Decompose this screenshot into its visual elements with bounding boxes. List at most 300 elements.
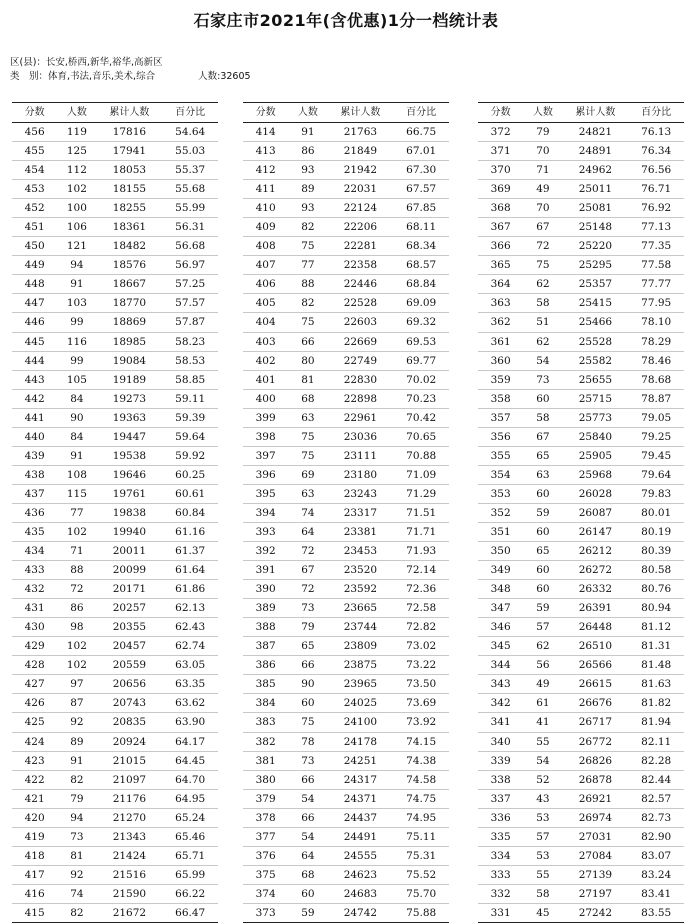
table-row xyxy=(12,580,218,599)
table-row xyxy=(478,408,684,427)
cumulative-cell: 24623 xyxy=(327,865,393,884)
percent-cell: 57.57 xyxy=(162,294,218,313)
score-cell: 370 xyxy=(478,161,523,180)
table-row xyxy=(478,503,684,522)
table-row xyxy=(12,275,218,294)
table-row xyxy=(478,770,684,789)
table-row xyxy=(243,389,449,408)
cumulative-cell: 22358 xyxy=(327,256,393,275)
percent-cell: 82.11 xyxy=(628,732,684,751)
percent-cell: 58.85 xyxy=(162,370,218,389)
table-row xyxy=(478,294,684,313)
table-row xyxy=(12,599,218,618)
cumulative-cell: 20355 xyxy=(96,618,162,637)
score-cell: 406 xyxy=(243,275,288,294)
district-line: 区(县)：长安,桥西,新华,裕华,高新区 xyxy=(10,57,163,68)
percent-cell: 61.64 xyxy=(162,561,218,580)
percent-cell: 71.51 xyxy=(393,503,449,522)
percent-cell: 72.14 xyxy=(393,561,449,580)
count-cell: 53 xyxy=(523,846,562,865)
count-cell: 60 xyxy=(523,522,562,541)
score-cell: 399 xyxy=(243,408,288,427)
percent-cell: 55.03 xyxy=(162,142,218,161)
cumulative-cell: 18361 xyxy=(96,218,162,237)
percent-cell: 64.95 xyxy=(162,789,218,808)
percent-cell: 55.99 xyxy=(162,199,218,218)
table-row xyxy=(478,237,684,256)
percent-cell: 79.83 xyxy=(628,484,684,503)
cumulative-cell: 26717 xyxy=(562,713,628,732)
count-cell: 64 xyxy=(288,522,327,541)
category-row xyxy=(10,68,251,82)
count-cell: 60 xyxy=(523,484,562,503)
header-score: 分数 xyxy=(12,103,57,123)
count-cell: 56 xyxy=(523,656,562,675)
count-cell: 54 xyxy=(288,789,327,808)
count-cell: 60 xyxy=(523,580,562,599)
cumulative-cell: 19940 xyxy=(96,522,162,541)
cumulative-cell: 21763 xyxy=(327,123,393,142)
count-cell: 116 xyxy=(57,332,96,351)
cumulative-cell: 22961 xyxy=(327,408,393,427)
table-row xyxy=(12,218,218,237)
count-cell: 121 xyxy=(57,237,96,256)
percent-cell: 83.41 xyxy=(628,884,684,903)
cumulative-cell: 24317 xyxy=(327,770,393,789)
percent-cell: 81.48 xyxy=(628,656,684,675)
table-row xyxy=(478,370,684,389)
percent-cell: 70.23 xyxy=(393,389,449,408)
count-cell: 103 xyxy=(57,294,96,313)
count-cell: 75 xyxy=(288,713,327,732)
score-cell: 398 xyxy=(243,427,288,446)
percent-cell: 58.23 xyxy=(162,332,218,351)
score-cell: 419 xyxy=(12,827,57,846)
count-cell: 59 xyxy=(288,903,327,922)
count-cell: 91 xyxy=(57,751,96,770)
score-cell: 455 xyxy=(12,142,57,161)
cumulative-cell: 20099 xyxy=(96,561,162,580)
cumulative-cell: 26332 xyxy=(562,580,628,599)
count-cell: 74 xyxy=(57,884,96,903)
score-table xyxy=(12,102,218,923)
cumulative-cell: 24100 xyxy=(327,713,393,732)
cumulative-cell: 26147 xyxy=(562,522,628,541)
score-cell: 404 xyxy=(243,313,288,332)
percent-cell: 67.30 xyxy=(393,161,449,180)
cumulative-cell: 18869 xyxy=(96,313,162,332)
cumulative-cell: 24821 xyxy=(562,123,628,142)
table-row xyxy=(243,161,449,180)
cumulative-cell: 25528 xyxy=(562,332,628,351)
table-row xyxy=(243,656,449,675)
count-cell: 43 xyxy=(523,789,562,808)
count-cell: 75 xyxy=(523,256,562,275)
percent-cell: 56.68 xyxy=(162,237,218,256)
percent-cell: 60.61 xyxy=(162,484,218,503)
table-row xyxy=(12,542,218,561)
percent-cell: 73.92 xyxy=(393,713,449,732)
cumulative-cell: 17941 xyxy=(96,142,162,161)
percent-cell: 72.36 xyxy=(393,580,449,599)
table-row xyxy=(478,637,684,656)
cumulative-cell: 21516 xyxy=(96,865,162,884)
score-cell: 443 xyxy=(12,370,57,389)
percent-cell: 61.16 xyxy=(162,522,218,541)
table-row xyxy=(12,503,218,522)
percent-cell: 73.02 xyxy=(393,637,449,656)
percent-cell: 63.62 xyxy=(162,694,218,713)
cumulative-cell: 26615 xyxy=(562,675,628,694)
cumulative-cell: 19273 xyxy=(96,389,162,408)
score-cell: 338 xyxy=(478,770,523,789)
cumulative-cell: 26974 xyxy=(562,808,628,827)
score-cell: 394 xyxy=(243,503,288,522)
score-cell: 424 xyxy=(12,732,57,751)
percent-cell: 76.13 xyxy=(628,123,684,142)
cumulative-cell: 17816 xyxy=(96,123,162,142)
score-cell: 444 xyxy=(12,351,57,370)
table-row xyxy=(243,275,449,294)
score-cell: 397 xyxy=(243,446,288,465)
percent-cell: 64.17 xyxy=(162,732,218,751)
count-cell: 91 xyxy=(288,123,327,142)
cumulative-cell: 25220 xyxy=(562,237,628,256)
percent-cell: 73.50 xyxy=(393,675,449,694)
table-row xyxy=(243,427,449,446)
count-cell: 62 xyxy=(523,637,562,656)
table-row xyxy=(243,808,449,827)
table-row xyxy=(243,123,449,142)
score-cell: 448 xyxy=(12,275,57,294)
count-cell: 99 xyxy=(57,313,96,332)
percent-cell: 70.65 xyxy=(393,427,449,446)
percent-cell: 56.97 xyxy=(162,256,218,275)
percent-cell: 71.93 xyxy=(393,542,449,561)
count-cell: 65 xyxy=(523,446,562,465)
table-row xyxy=(12,522,218,541)
count-cell: 66 xyxy=(288,656,327,675)
table-row xyxy=(12,332,218,351)
count-cell: 91 xyxy=(57,275,96,294)
cumulative-cell: 25715 xyxy=(562,389,628,408)
cumulative-cell: 18255 xyxy=(96,199,162,218)
count-cell: 102 xyxy=(57,180,96,199)
percent-cell: 57.25 xyxy=(162,275,218,294)
table-row xyxy=(478,313,684,332)
percent-cell: 72.82 xyxy=(393,618,449,637)
count-cell: 61 xyxy=(523,694,562,713)
percent-cell: 80.01 xyxy=(628,503,684,522)
percent-cell: 68.84 xyxy=(393,275,449,294)
table-row xyxy=(12,770,218,789)
score-cell: 357 xyxy=(478,408,523,427)
score-cell: 367 xyxy=(478,218,523,237)
table-row xyxy=(478,542,684,561)
count-cell: 72 xyxy=(57,580,96,599)
cumulative-cell: 22898 xyxy=(327,389,393,408)
percent-cell: 68.11 xyxy=(393,218,449,237)
score-cell: 445 xyxy=(12,332,57,351)
percent-cell: 82.44 xyxy=(628,770,684,789)
cumulative-cell: 27139 xyxy=(562,865,628,884)
cumulative-cell: 20656 xyxy=(96,675,162,694)
cumulative-cell: 26510 xyxy=(562,637,628,656)
score-cell: 369 xyxy=(478,180,523,199)
percent-cell: 60.84 xyxy=(162,503,218,522)
count-cell: 57 xyxy=(523,827,562,846)
count-cell: 92 xyxy=(57,865,96,884)
percent-cell: 59.64 xyxy=(162,427,218,446)
table-row xyxy=(478,446,684,465)
percent-cell: 74.58 xyxy=(393,770,449,789)
count-cell: 62 xyxy=(523,332,562,351)
table-row xyxy=(12,789,218,808)
table-row xyxy=(478,732,684,751)
count-cell: 71 xyxy=(57,542,96,561)
count-cell: 71 xyxy=(523,161,562,180)
table-row xyxy=(243,313,449,332)
table-row xyxy=(12,637,218,656)
percent-cell: 65.46 xyxy=(162,827,218,846)
score-cell: 415 xyxy=(12,903,57,922)
table-row xyxy=(243,522,449,541)
table-row xyxy=(243,180,449,199)
count-cell: 68 xyxy=(288,389,327,408)
count-cell: 55 xyxy=(523,732,562,751)
count-cell: 102 xyxy=(57,637,96,656)
percent-cell: 61.37 xyxy=(162,542,218,561)
cumulative-cell: 25655 xyxy=(562,370,628,389)
count-cell: 65 xyxy=(288,637,327,656)
cumulative-cell: 22669 xyxy=(327,332,393,351)
score-cell: 442 xyxy=(12,389,57,408)
table-row xyxy=(478,675,684,694)
header-percent: 百分比 xyxy=(628,103,684,123)
table-row xyxy=(243,827,449,846)
header-cumulative: 累计人数 xyxy=(562,103,628,123)
score-cell: 429 xyxy=(12,637,57,656)
percent-cell: 65.71 xyxy=(162,846,218,865)
percent-cell: 56.31 xyxy=(162,218,218,237)
score-cell: 412 xyxy=(243,161,288,180)
cumulative-cell: 22528 xyxy=(327,294,393,313)
cumulative-cell: 20171 xyxy=(96,580,162,599)
table-row xyxy=(243,713,449,732)
percent-cell: 75.52 xyxy=(393,865,449,884)
cumulative-cell: 23520 xyxy=(327,561,393,580)
score-cell: 348 xyxy=(478,580,523,599)
table-row xyxy=(478,618,684,637)
score-cell: 340 xyxy=(478,732,523,751)
percent-cell: 78.68 xyxy=(628,370,684,389)
score-cell: 332 xyxy=(478,884,523,903)
count-cell: 88 xyxy=(288,275,327,294)
percent-cell: 74.95 xyxy=(393,808,449,827)
score-table xyxy=(478,102,684,923)
cumulative-cell: 27031 xyxy=(562,827,628,846)
percent-cell: 63.05 xyxy=(162,656,218,675)
count-cell: 90 xyxy=(57,408,96,427)
score-cell: 435 xyxy=(12,522,57,541)
percent-cell: 83.24 xyxy=(628,865,684,884)
score-cell: 341 xyxy=(478,713,523,732)
score-cell: 381 xyxy=(243,751,288,770)
table-row xyxy=(243,599,449,618)
table-body xyxy=(478,123,684,923)
score-cell: 380 xyxy=(243,770,288,789)
count-cell: 93 xyxy=(288,161,327,180)
cumulative-cell: 26566 xyxy=(562,656,628,675)
cumulative-cell: 20835 xyxy=(96,713,162,732)
count-cell: 55 xyxy=(523,865,562,884)
count-cell: 87 xyxy=(57,694,96,713)
table-row xyxy=(478,522,684,541)
percent-cell: 74.75 xyxy=(393,789,449,808)
score-cell: 355 xyxy=(478,446,523,465)
score-table-panel-1 xyxy=(12,102,218,923)
table-row xyxy=(12,446,218,465)
percent-cell: 65.24 xyxy=(162,808,218,827)
score-cell: 391 xyxy=(243,561,288,580)
score-cell: 344 xyxy=(478,656,523,675)
score-cell: 354 xyxy=(478,465,523,484)
cumulative-cell: 20457 xyxy=(96,637,162,656)
header-score: 分数 xyxy=(478,103,523,123)
table-row xyxy=(478,199,684,218)
table-row xyxy=(12,237,218,256)
count-cell: 105 xyxy=(57,370,96,389)
table-row xyxy=(478,846,684,865)
table-row xyxy=(478,484,684,503)
score-cell: 378 xyxy=(243,808,288,827)
count-cell: 45 xyxy=(523,903,562,922)
percent-cell: 59.39 xyxy=(162,408,218,427)
count-cell: 77 xyxy=(57,503,96,522)
cumulative-cell: 23809 xyxy=(327,637,393,656)
count-cell: 93 xyxy=(288,199,327,218)
score-cell: 393 xyxy=(243,522,288,541)
table-row xyxy=(243,484,449,503)
count-cell: 64 xyxy=(288,846,327,865)
count-cell: 54 xyxy=(523,751,562,770)
cumulative-cell: 19646 xyxy=(96,465,162,484)
table-row xyxy=(12,313,218,332)
cumulative-cell: 22749 xyxy=(327,351,393,370)
percent-cell: 55.68 xyxy=(162,180,218,199)
header-percent: 百分比 xyxy=(162,103,218,123)
percent-cell: 71.71 xyxy=(393,522,449,541)
count-cell: 81 xyxy=(57,846,96,865)
table-row xyxy=(478,751,684,770)
count-cell: 86 xyxy=(288,142,327,161)
table-row xyxy=(12,161,218,180)
table-row xyxy=(243,751,449,770)
cumulative-cell: 23111 xyxy=(327,446,393,465)
percent-cell: 70.42 xyxy=(393,408,449,427)
cumulative-cell: 24555 xyxy=(327,846,393,865)
table-row xyxy=(478,884,684,903)
cumulative-cell: 23453 xyxy=(327,542,393,561)
table-row xyxy=(12,884,218,903)
cumulative-cell: 18155 xyxy=(96,180,162,199)
count-cell: 69 xyxy=(288,465,327,484)
percent-cell: 58.53 xyxy=(162,351,218,370)
score-table-panel-3 xyxy=(478,102,684,923)
table-header-row xyxy=(243,103,449,123)
percent-cell: 76.71 xyxy=(628,180,684,199)
percent-cell: 63.35 xyxy=(162,675,218,694)
cumulative-cell: 22124 xyxy=(327,199,393,218)
score-cell: 434 xyxy=(12,542,57,561)
percent-cell: 83.07 xyxy=(628,846,684,865)
count-cell: 82 xyxy=(57,903,96,922)
score-cell: 377 xyxy=(243,827,288,846)
count-cell: 54 xyxy=(288,827,327,846)
table-row xyxy=(243,465,449,484)
score-cell: 384 xyxy=(243,694,288,713)
count-cell: 79 xyxy=(288,618,327,637)
table-row xyxy=(478,351,684,370)
table-row xyxy=(243,770,449,789)
count-cell: 80 xyxy=(288,351,327,370)
percent-cell: 73.22 xyxy=(393,656,449,675)
score-cell: 343 xyxy=(478,675,523,694)
cumulative-cell: 23180 xyxy=(327,465,393,484)
cumulative-cell: 26028 xyxy=(562,484,628,503)
table-row xyxy=(243,408,449,427)
table-row xyxy=(12,694,218,713)
count-cell: 82 xyxy=(288,294,327,313)
percent-cell: 80.94 xyxy=(628,599,684,618)
table-row xyxy=(478,599,684,618)
percent-cell: 80.19 xyxy=(628,522,684,541)
percent-cell: 80.58 xyxy=(628,561,684,580)
score-cell: 396 xyxy=(243,465,288,484)
score-cell: 395 xyxy=(243,484,288,503)
table-row xyxy=(12,484,218,503)
score-cell: 336 xyxy=(478,808,523,827)
table-row xyxy=(478,713,684,732)
header-cumulative: 累计人数 xyxy=(327,103,393,123)
cumulative-cell: 26448 xyxy=(562,618,628,637)
count-cell: 63 xyxy=(288,484,327,503)
percent-cell: 70.02 xyxy=(393,370,449,389)
table-row xyxy=(478,580,684,599)
table-row xyxy=(12,180,218,199)
percent-cell: 78.87 xyxy=(628,389,684,408)
table-row xyxy=(12,732,218,751)
percent-cell: 81.31 xyxy=(628,637,684,656)
count-cell: 75 xyxy=(288,313,327,332)
count-cell: 79 xyxy=(57,789,96,808)
table-row xyxy=(243,294,449,313)
score-cell: 360 xyxy=(478,351,523,370)
percent-cell: 69.77 xyxy=(393,351,449,370)
percent-cell: 63.90 xyxy=(162,713,218,732)
table-row xyxy=(478,332,684,351)
count-cell: 108 xyxy=(57,465,96,484)
score-cell: 373 xyxy=(243,903,288,922)
percent-cell: 82.57 xyxy=(628,789,684,808)
percent-cell: 72.58 xyxy=(393,599,449,618)
table-row xyxy=(12,465,218,484)
percent-cell: 76.34 xyxy=(628,142,684,161)
cumulative-cell: 26878 xyxy=(562,770,628,789)
score-cell: 349 xyxy=(478,561,523,580)
cumulative-cell: 24251 xyxy=(327,751,393,770)
table-header-row xyxy=(12,103,218,123)
